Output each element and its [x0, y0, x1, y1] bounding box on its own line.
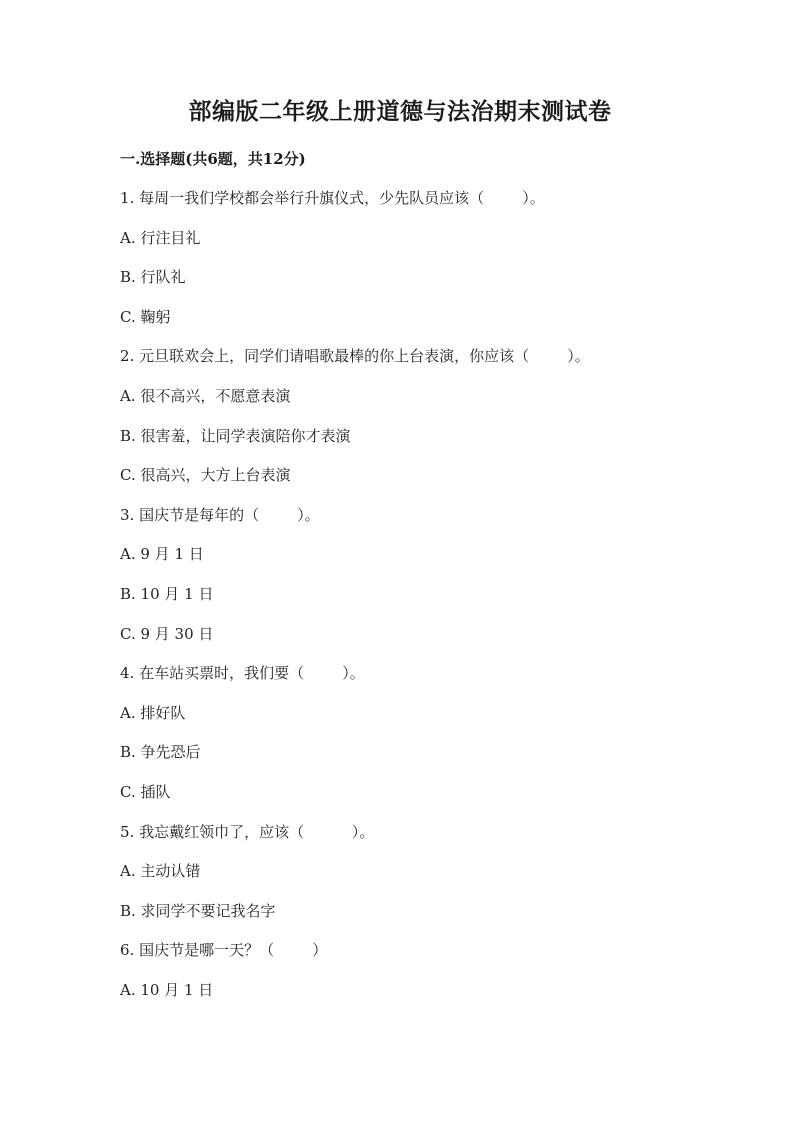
question-stem: 6. 国庆节是哪一天？（ ）	[120, 941, 328, 959]
answer-option: A. 9 月 1 日	[120, 545, 204, 563]
answer-option: C. 很高兴，大方上台表演	[120, 466, 291, 484]
answer-option: B. 很害羞，让同学表演陪你才表演	[120, 427, 351, 445]
answer-option: B. 行队礼	[120, 268, 186, 286]
answer-option: B. 求同学不要记我名字	[120, 902, 276, 920]
question-stem: 1. 每周一我们学校都会举行升旗仪式，少先队员应该（ ）。	[120, 189, 545, 207]
answer-option: C. 鞠躬	[120, 308, 171, 326]
question-stem: 4. 在车站买票时，我们要（ ）。	[120, 664, 365, 682]
answer-option: B. 10 月 1 日	[120, 585, 214, 603]
question-stem: 3. 国庆节是每年的（ ）。	[120, 506, 320, 524]
answer-option: A. 行注目礼	[120, 229, 201, 247]
answer-option: C. 9 月 30 日	[120, 625, 214, 643]
section-heading: 一.选择题(共6题，共12分)	[120, 150, 306, 168]
answer-option: A. 10 月 1 日	[120, 981, 214, 999]
question-stem: 2. 元旦联欢会上，同学们请唱歌最棒的你上台表演，你应该（ ）。	[120, 347, 590, 365]
answer-option: B. 争先恐后	[120, 743, 201, 761]
answer-option: A. 排好队	[120, 704, 186, 722]
document-title: 部编版二年级上册道德与法治期末测试卷	[188, 98, 612, 125]
answer-option: A. 主动认错	[120, 862, 201, 880]
question-stem: 5. 我忘戴红领巾了，应该（ ）。	[120, 823, 375, 841]
answer-option: A. 很不高兴，不愿意表演	[120, 387, 291, 405]
answer-option: C. 插队	[120, 783, 171, 801]
